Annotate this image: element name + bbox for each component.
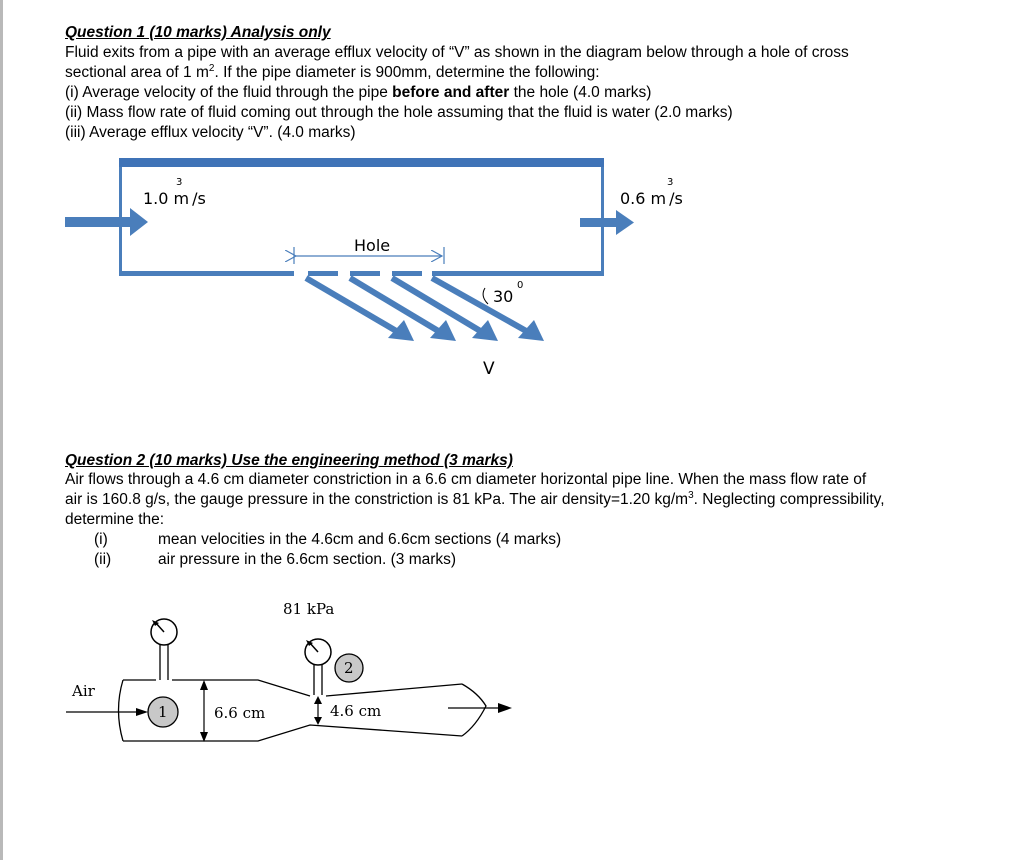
section-2-label: 2	[344, 659, 354, 677]
q2-item-1-text: mean velocities in the 4.6cm and 6.6cm sections (4 marks)	[158, 531, 562, 548]
q2-heading: Question 2 (10 marks) Use the engineering method (3 marks)	[65, 452, 513, 469]
air-inlet-arrowhead	[136, 708, 148, 716]
inflow-label: 1.0 m /s	[143, 189, 206, 208]
diameter-1-label: 6.6 cm	[214, 704, 266, 722]
q2-item-2-number: (ii)	[94, 551, 112, 568]
air-label: Air	[72, 682, 95, 700]
angle-label: 30	[493, 287, 514, 306]
diameter-2-label: 4.6 cm	[330, 702, 382, 720]
outflow-exponent: 3	[667, 177, 674, 188]
q2-item-2-text: air pressure in the 6.6cm section. (3 marks)	[158, 551, 457, 568]
hole-label: Hole	[354, 236, 391, 255]
angle-degree: 0	[517, 280, 524, 291]
pressure-label: 81 kPa	[283, 600, 335, 618]
q1-heading: Question 1 (10 marks) Analysis only	[65, 24, 331, 41]
q1-item-1: (i) Average velocity of the fluid through the pipe before and after the hole (4.0 marks)	[65, 84, 652, 101]
q1-item-2: (ii) Mass flow rate of fluid coming out through the hole assuming that the fluid is water (2.0 marks)	[65, 104, 733, 121]
velocity-label: V	[483, 359, 495, 379]
diameter-2-dimension	[314, 696, 322, 725]
q1-item-3: (iii) Average efflux velocity “V”. (4.0 marks)	[65, 124, 356, 141]
q2-item-1-number: (i)	[94, 531, 108, 548]
outflow-label: 0.6 m /s	[620, 189, 683, 208]
q1-line1: Fluid exits from a pipe with an average efflux velocity of “V” as shown in the diagram below through a hole of cross	[65, 44, 849, 61]
q1-line2: sectional area of 1 $m^2$. If the pipe diameter is 900mm, determine the following:	[65, 62, 600, 81]
air-outlet-arrowhead	[498, 703, 512, 713]
section-1-label: 1	[158, 703, 168, 721]
pressure-gauge-2-icon	[305, 639, 331, 695]
q2-line1: Air flows through a 4.6 cm diameter constriction in a 6.6 cm diameter horizontal pipe line. When the mass flow rate of	[65, 471, 867, 488]
diameter-1-dimension	[200, 680, 208, 742]
q2-line2: air is 160.8 g/s, the gauge pressure in the constriction is 81 kPa. The air density=1.20 $kg/m^3$. Neglecting compressibility,	[65, 489, 885, 508]
q2-line3: determine the:	[65, 511, 165, 528]
inflow-exponent: 3	[176, 177, 183, 188]
pressure-gauge-1-icon	[151, 619, 177, 680]
